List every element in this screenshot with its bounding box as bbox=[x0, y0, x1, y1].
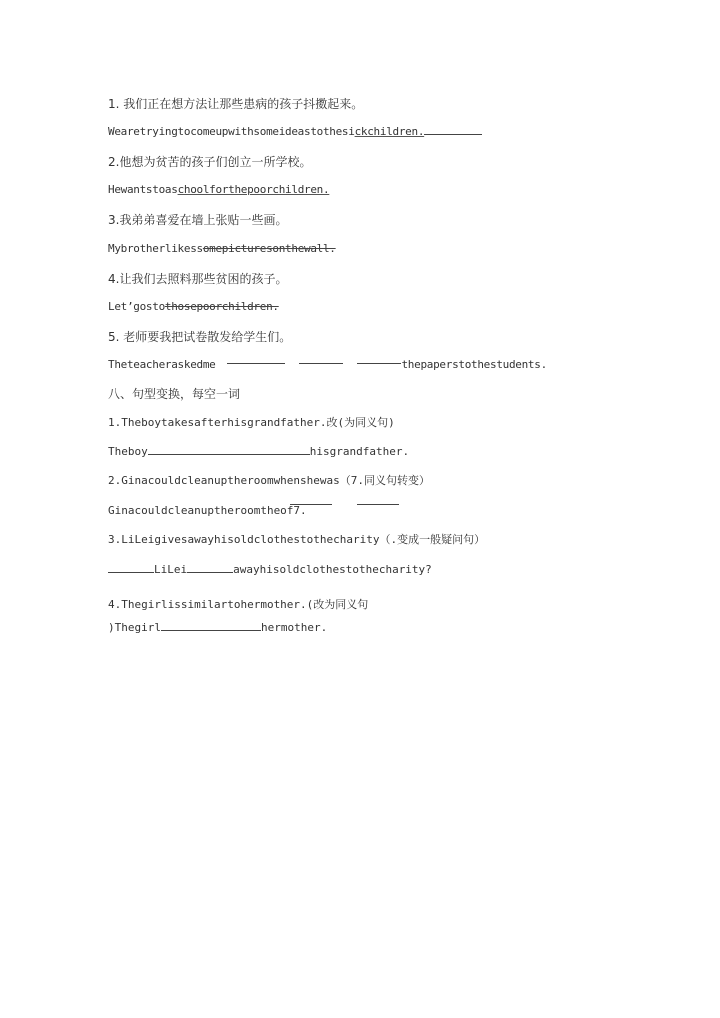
question-4-english bbox=[108, 300, 279, 314]
answer-blank bbox=[299, 363, 343, 364]
question-5-chinese: 5. 老师要我把试卷散发给学生们。 bbox=[108, 330, 292, 344]
question-4-english-part-b: thosepoorchildren. bbox=[164, 300, 279, 313]
transform-3-prompt: 3.LiLeigivesawayhisoldclothestothecharity（.变成一般疑问句） bbox=[108, 533, 486, 546]
question-2-english-part-b: choolforthepoorchildren. bbox=[177, 183, 330, 196]
transform-2-prompt: 2.Ginacouldcleanuptheroomwhenshewas（7.同义句转变） bbox=[108, 474, 431, 487]
question-3-chinese: 3.我弟弟喜爱在墙上张贴一些画。 bbox=[108, 213, 288, 227]
transform-4-answer-part-b: hermother. bbox=[260, 621, 328, 634]
question-3-english bbox=[108, 242, 336, 256]
answer-blank bbox=[187, 563, 233, 573]
answer-blank bbox=[424, 125, 482, 135]
question-4-chinese: 4.让我们去照料那些贫困的孩子。 bbox=[108, 272, 288, 286]
question-5-english-part-b: thepaperstothestudents. bbox=[401, 358, 547, 371]
question-1-english-part-b: ckchildren. bbox=[354, 125, 425, 138]
transform-1-answer-part-b: hisgrandfather. bbox=[309, 445, 410, 458]
transform-1-answer-part-a: Theboy bbox=[108, 445, 148, 458]
question-5-english bbox=[108, 358, 547, 372]
question-1-english bbox=[108, 125, 482, 139]
answer-blank bbox=[108, 563, 154, 573]
question-3-english-part-c: sonthewall. bbox=[266, 242, 336, 255]
transform-1-answer bbox=[108, 445, 409, 459]
question-2-chinese: 2.他想为贫苦的孩子们创立一所学校。 bbox=[108, 155, 312, 169]
answer-blank bbox=[148, 445, 310, 455]
question-3-english-part-b: omepicture bbox=[202, 242, 267, 255]
question-5-english-part-a: Theteacheraskedme bbox=[108, 358, 216, 371]
transform-4-prompt: 4.Thegirlissimilartohermother.(改为同义句 bbox=[108, 598, 369, 611]
question-2-english bbox=[108, 183, 329, 197]
question-3-english-part-a: Mybrotherlikess bbox=[108, 242, 203, 255]
question-1-chinese: 1. 我们正在想方法让那些患病的孩子抖擞起来。 bbox=[108, 97, 364, 111]
transform-2-answer: Ginacouldcleanuptheroomtheof7. bbox=[108, 504, 307, 517]
question-2-english-part-a: Hewantstoas bbox=[108, 183, 178, 196]
answer-blank bbox=[357, 363, 401, 364]
transform-3-answer-part-a: LiLei bbox=[154, 563, 188, 576]
answer-blank bbox=[357, 504, 399, 505]
answer-blank bbox=[161, 621, 261, 631]
transform-4-answer-part-a: )Thegirl bbox=[108, 621, 161, 634]
transform-3-answer-part-b: awayhisoldclothestothecharity? bbox=[233, 563, 432, 576]
transform-1-prompt: 1.Theboytakesafterhisgrandfather.改(为同义句) bbox=[108, 416, 395, 429]
transform-3-answer bbox=[108, 563, 432, 577]
answer-blank bbox=[227, 363, 285, 364]
transform-4-answer bbox=[108, 621, 327, 635]
question-1-english-part-a: Wearetryingtocomeupwithsomeideastothesi bbox=[108, 125, 355, 138]
section-8-title: 八、句型变换，每空一词 bbox=[108, 387, 241, 401]
question-4-english-part-a: Let’gosto bbox=[108, 300, 165, 313]
